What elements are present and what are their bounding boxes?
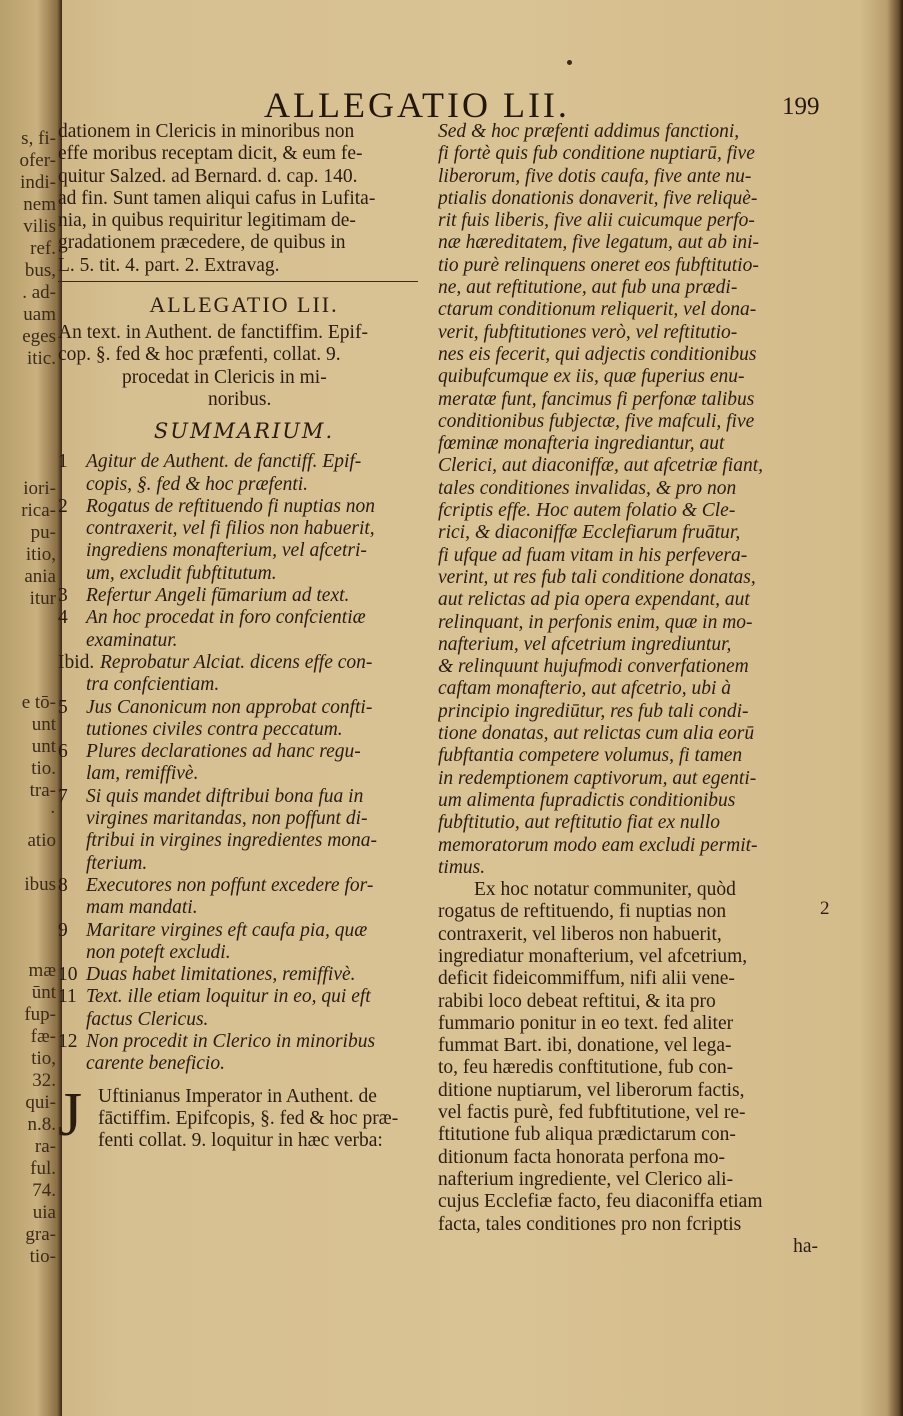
summary-line [58, 697, 430, 719]
summary-item [58, 875, 430, 920]
body-line: rabibi loco debeat reftitui, & ita pro [438, 990, 716, 1012]
quote-line: ptialis donationis donaverit, five reliquè- [438, 187, 758, 209]
summary-text: virgines maritandas, non poffunt di- [86, 808, 368, 830]
gutter-fragment: qui- [25, 1092, 56, 1113]
quote-line: ctarum conditionum reliquerit, vel dona- [438, 299, 757, 321]
question-line: An text. in Authent. de fanctiffim. Epif- [58, 322, 368, 344]
text-line: ad fin. Sunt tamen aliqui cafus in Lufita- [58, 187, 376, 209]
gutter-fragment: tio- [29, 1246, 56, 1267]
gutter-fragment: n.8. [27, 1114, 56, 1135]
quote-line: fubftantia competere volumus, fi tamen [438, 745, 743, 767]
body-line: Ex hoc notatur communiter, quòd [474, 879, 736, 901]
summary-line [58, 607, 430, 629]
quote-line: caftam monafterio, aut afcetrio, ubi à [438, 678, 732, 700]
summary-line [58, 630, 430, 652]
summary-line [58, 920, 430, 942]
gutter-fragment: · [49, 802, 56, 823]
gutter-fragment: tra- [29, 780, 56, 801]
summary-text: mam mandati. [86, 897, 198, 919]
body-line: ditionum facta honorata perfona mo- [438, 1146, 725, 1168]
page-edge-shadow [887, 0, 903, 1416]
opening-paragraph [58, 1080, 430, 1153]
gutter-fragment: nem [23, 194, 56, 215]
question-line: noribus. [208, 388, 272, 410]
previous-page-gutter [0, 0, 62, 1416]
summary-line [58, 1031, 430, 1053]
gutter-fragment: tio, [31, 1048, 56, 1069]
quote-line: tales conditiones invalidas, & pro non [438, 477, 737, 499]
summary-line [58, 986, 430, 1008]
gutter-fragment: s, fi- [21, 128, 56, 149]
gutter-fragment: unt [31, 736, 56, 757]
quote-line: memoratorum modo eam excludi permit- [438, 834, 758, 856]
summary-text: Plures declarationes ad hanc regu- [86, 741, 361, 763]
quote-line: fcriptis effe. Hoc autem folatio & Cle- [438, 500, 736, 522]
summarium-title: SUMMARIUM. [153, 419, 335, 444]
gutter-fragment: itic. [26, 348, 56, 369]
summary-text: factus Clericus. [86, 1008, 209, 1030]
summary-item [58, 741, 430, 786]
summary-line [58, 853, 430, 875]
body-line: fummat Bart. ibi, donatione, vel lega- [438, 1035, 732, 1057]
summary-line [58, 763, 430, 785]
quote-line: fi ufque ad fuam vitam in his perfevera- [438, 544, 748, 566]
gutter-fragment: ania [24, 566, 56, 587]
summary-text: Text. ille etiam loquitur in eo, qui eft [86, 986, 371, 1008]
summary-text: Agitur de Authent. de fanctiff. Epif- [86, 451, 362, 473]
quote-line: næ hæreditatem, five legatum, aut ab ini- [438, 232, 759, 254]
summary-text: Non procedit in Clerico in minoribus [86, 1030, 376, 1052]
summary-number: 7 [58, 785, 68, 807]
summary-text: Executores non poffunt excedere for- [86, 874, 374, 896]
body-line: contraxerit, vel liberos non habuerit, [438, 923, 722, 945]
summary-number: 10 [58, 964, 78, 986]
quote-line: Clerici, aut diaconiffæ, aut afcetriæ fiant, [438, 455, 763, 477]
section-rule [58, 281, 418, 282]
quoted-law-text [438, 121, 818, 879]
gutter-fragment: 74. [32, 1180, 56, 1201]
gutter-fragment: fæ- [30, 1026, 56, 1047]
right-column [438, 121, 818, 1258]
gutter-fragment: ful. [30, 1158, 56, 1179]
quote-line: nafterium, vel afcetrium ingrediuntur, [438, 633, 732, 655]
summary-text: tutiones civiles contra peccatum. [86, 718, 343, 740]
summary-item [58, 1031, 430, 1076]
gutter-fragment: ref. [30, 238, 56, 259]
summary-text: Maritare virgines eft caufa pia, quæ [86, 919, 368, 941]
gutter-fragment: ofer- [19, 150, 56, 171]
summary-line [58, 942, 430, 964]
quote-line: conditionibus fubjectæ, five mafculi, five [438, 410, 755, 432]
gutter-fragment: 32. [32, 1070, 56, 1091]
quote-line: verint, ut res fub tali conditione donatas, [438, 566, 756, 588]
summary-text: non poteft excludi. [86, 941, 231, 963]
summary-line [58, 451, 430, 473]
summary-line [58, 674, 430, 696]
body-line: ingrediatur monafterium, vel afcetrium, [438, 945, 748, 967]
allegatio-question [58, 322, 430, 411]
gutter-fragment: tio. [31, 758, 56, 779]
body-line: nafterium ingrediente, vel Clerico ali- [438, 1168, 734, 1190]
quote-line: meratæ funt, fancimus fi perfonæ talibus [438, 388, 755, 410]
summary-line [58, 1009, 430, 1031]
text-line: effe moribus receptam dicit, & eum fe- [58, 143, 363, 165]
text-line: nia, in quibus requiritur legitimam de- [58, 210, 356, 232]
text-line: gradationem præcedere, de quibus in [58, 232, 346, 254]
gutter-fragment: e tō- [21, 692, 56, 713]
summary-line [58, 964, 430, 986]
summary-text: tra confcientiam. [86, 674, 220, 696]
gutter-fragment: ūnt [31, 982, 56, 1003]
question-line: procedat in Clericis in mi- [122, 366, 327, 388]
quote-line: um alimenta fupradictis conditionibus [438, 789, 736, 811]
summary-number: 12 [58, 1030, 78, 1052]
drop-cap: J [58, 1080, 83, 1149]
gutter-fragment: ibus [24, 874, 56, 895]
gutter-fragment: gra- [25, 1224, 56, 1245]
summary-list [58, 451, 430, 1075]
gutter-fragment: atio [27, 830, 56, 851]
summary-item [58, 585, 430, 607]
summary-text: um, excludit fubftitutum. [86, 562, 277, 584]
summary-line [58, 1053, 430, 1075]
summary-line [58, 652, 430, 674]
body-line: fummario ponitur in eo text. fed aliter [438, 1012, 734, 1034]
page-number: 199 [782, 93, 820, 120]
gutter-fragment: uam [23, 304, 56, 325]
quote-line: fœminæ monafteria ingrediantur, aut [438, 433, 725, 455]
quote-line: tio purè relinquens oneret eos fubftitutio- [438, 254, 759, 276]
gutter-fragment: eges [22, 326, 56, 347]
summary-line [58, 474, 430, 496]
summary-text: carente beneficio. [86, 1053, 225, 1075]
gutter-fragment: indi- [20, 172, 56, 193]
summary-item [58, 986, 430, 1031]
summary-text: Si quis mandet diftribui bona fua in [86, 785, 364, 807]
quote-line: ne, aut reftitutione, aut fub una prædi- [438, 277, 738, 299]
summary-line [58, 518, 430, 540]
quote-line: nes eis fecerit, qui adjectis conditionibus [438, 343, 757, 365]
gutter-fragment: ra- [34, 1136, 56, 1157]
summary-number: 5 [58, 696, 68, 718]
quote-line: in redemptionem captivorum, aut egenti- [438, 767, 757, 789]
summary-line [58, 897, 430, 919]
opening-line: fenti collat. 9. loquitur in hæc verba: [98, 1130, 383, 1152]
gutter-fragment: itur [29, 588, 56, 609]
quote-line: liberorum, five dotis caufa, five ante nu- [438, 165, 752, 187]
summary-item [58, 964, 430, 986]
summary-number: 6 [58, 741, 68, 763]
quote-line: rici, & diaconiffæ Ecclefiarum fruātur, [438, 522, 741, 544]
body-line: ftitutione fub aliqua prædictarum con- [438, 1124, 736, 1146]
text-line: dationem in Clericis in minoribus non [58, 121, 355, 142]
summary-line [58, 830, 430, 852]
gutter-fragment: uia [32, 1202, 56, 1223]
summary-text: fterium. [86, 852, 148, 874]
summary-number: 8 [58, 874, 68, 896]
question-line: cop. §. fed & hoc præfenti, collat. 9. [58, 344, 341, 366]
summary-number: 4 [58, 607, 68, 629]
summary-line [58, 808, 430, 830]
summary-text: Jus Canonicum non approbat confti- [86, 696, 373, 718]
quote-line: rit fuis liberis, five alii cuicumque perfo- [438, 210, 755, 232]
summary-text: ingrediens monafterium, vel afcetri- [86, 540, 367, 562]
summary-text: examinatur. [86, 629, 178, 651]
summary-number: 3 [58, 585, 68, 607]
summary-number: 2 [58, 495, 68, 517]
body-line: ha- [793, 1235, 818, 1257]
summary-text: contraxerit, vel fi filios non habuerit, [86, 518, 375, 540]
gutter-fragment: vilis [23, 216, 56, 237]
body-line: cujus Ecclefiæ facto, feu diaconiffa etiam [438, 1191, 763, 1213]
body-line: to, feu hæredis conftitutione, fub con- [438, 1057, 734, 1079]
gutter-fragment: mæ [28, 960, 56, 981]
text-line: L. 5. tit. 4. part. 2. Extravag. [58, 254, 280, 276]
summary-line [58, 563, 430, 585]
allegatio-heading: ALLEGATIO LII. [149, 292, 339, 318]
summary-text: lam, remiffivè. [86, 763, 199, 785]
quote-line: timus. [438, 856, 486, 878]
summary-item [58, 496, 430, 585]
running-head: ALLEGATIO LII. [264, 85, 570, 125]
summary-item [58, 697, 430, 742]
quote-line: Sed & hoc præfenti addimus fanctioni, [438, 121, 740, 142]
quote-line: relinquant, in perfonis enim, quæ in mo- [438, 611, 753, 633]
summary-number: 1 [58, 451, 68, 473]
opening-line: Uftinianus Imperator in Authent. de [98, 1085, 377, 1107]
gutter-fragment: bus, [24, 260, 56, 281]
quote-line: principio ingrediūtur, res fub tali condi- [438, 700, 749, 722]
summary-text: Rogatus de reftituendo fi nuptias non [86, 495, 376, 517]
left-top-paragraph [58, 121, 430, 277]
quote-line: fubftitutio, aut reftitutio fiat ex nullo [438, 812, 721, 834]
quote-line: tione donatas, aut relictas cum alia eorū [438, 723, 755, 745]
summary-item [58, 607, 430, 652]
summary-number: 9 [58, 919, 68, 941]
summary-line [58, 741, 430, 763]
summary-text: Refertur Angeli fūmarium ad text. [86, 585, 350, 607]
ink-dot [567, 60, 572, 65]
summary-text: copis, §. fed & hoc præfenti. [86, 473, 309, 495]
left-column [58, 121, 430, 1152]
body-line: ditione nuptiarum, vel liberorum factis, [438, 1079, 745, 1101]
summary-item [58, 786, 430, 875]
summary-item [58, 920, 430, 965]
summary-line [58, 496, 430, 518]
summary-text: ftribui in virgines ingredientes mona- [86, 830, 378, 852]
commentary-paragraph [438, 879, 818, 1258]
quote-line: quibufcumque ex iis, quæ fuperius enu- [438, 366, 745, 388]
body-line: facta, tales conditiones pro non fcriptis [438, 1213, 742, 1235]
gutter-fragment: unt [31, 714, 56, 735]
summary-text: Reprobatur Alciat. dicens effe con- [100, 651, 373, 673]
summary-line [58, 875, 430, 897]
summary-number: 11 [58, 986, 77, 1008]
body-line: deficit fideicommiffum, nifi alii vene- [438, 968, 735, 990]
text-line: quitur Salzed. ad Bernard. d. cap. 140. [58, 165, 358, 187]
gutter-fragment: . ad- [22, 282, 56, 303]
body-line: rogatus de reftituendo, fi nuptias non [438, 901, 727, 923]
summary-line [58, 719, 430, 741]
gutter-fragment: fup- [24, 1004, 56, 1025]
quote-line: fi fortè quis fub conditione nuptiarū, five [438, 143, 755, 165]
gutter-fragment: iori- [23, 478, 56, 499]
margin-number: 2 [820, 898, 830, 919]
summary-line [58, 540, 430, 562]
body-line: vel factis purè, fed fubftitutione, vel re- [438, 1102, 746, 1124]
summary-text: An hoc procedat in foro confcientiæ [86, 607, 366, 629]
gutter-fragment: rica- [21, 500, 56, 521]
gutter-fragment: itio, [25, 544, 56, 565]
gutter-fragment: pu- [30, 522, 56, 543]
summary-number: Ibid. [58, 651, 95, 673]
opening-line: fāctiffim. Epifcopis, §. fed & hoc præ- [98, 1107, 399, 1129]
summary-item [58, 451, 430, 496]
summary-line [58, 585, 430, 607]
summary-text: Duas habet limitationes, remiffivè. [86, 964, 356, 986]
quote-line: & relinquunt hujufmodi converfationem [438, 656, 749, 678]
quote-line: verit, fubftitutiones verò, vel reftitutio- [438, 321, 738, 343]
summary-item [58, 652, 430, 697]
summary-line [58, 786, 430, 808]
quote-line: aut relictas ad pia opera expendant, aut [438, 589, 750, 611]
